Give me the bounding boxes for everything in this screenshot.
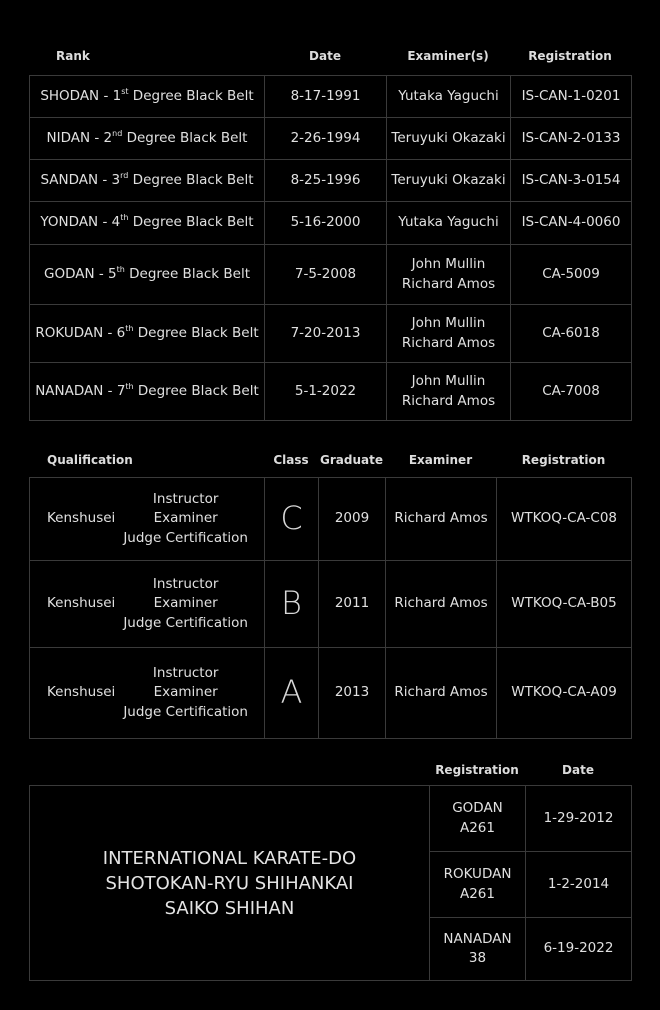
rank-ordinal: st (121, 86, 129, 96)
rank-name: GODAN - 5 (44, 265, 117, 282)
rank-name: YONDAN - 4 (40, 214, 121, 231)
rank-degree: Degree Black Belt (128, 171, 254, 188)
rank-cell (30, 305, 265, 363)
class-letter: B (265, 561, 319, 648)
shihankai-number: A261 (459, 885, 495, 902)
graduate-year: 2011 (319, 561, 386, 648)
rank-name: SANDAN - 3 (40, 171, 121, 188)
examiner-name: Yutaka Yaguchi (398, 214, 499, 231)
rank-examiners (387, 202, 511, 245)
rank-name: NIDAN - 2 (46, 129, 113, 146)
rank-row (30, 76, 632, 118)
qualification-roles (123, 575, 248, 634)
shihankai-date: 1-29-2012 (526, 786, 632, 852)
organization-line: SAIKO SHIHAN (164, 897, 295, 919)
qualification-name: Kenshusei (47, 684, 116, 701)
rank-date: 7-20-2013 (265, 305, 387, 363)
shihankai-date: 6-19-2022 (526, 918, 632, 981)
qualification-role: Examiner (153, 595, 218, 612)
examiner-name: Teruyuki Okazaki (391, 171, 506, 188)
shihankai-row (30, 786, 632, 852)
rank-row (30, 202, 632, 245)
qualification-examiner: Richard Amos (386, 648, 497, 739)
qualification-role: Examiner (153, 684, 218, 701)
rank-ordinal: nd (112, 128, 123, 138)
qualification-header: Qualification (47, 453, 133, 467)
rank-degree: Degree Black Belt (133, 324, 259, 341)
rank-header: Rank (56, 49, 90, 63)
rank-cell (30, 363, 265, 421)
rank-row (30, 118, 632, 160)
examiner-name: Teruyuki Okazaki (391, 129, 506, 146)
rank-examiners (387, 245, 511, 305)
rank-row (30, 160, 632, 202)
examiner-name: Yutaka Yaguchi (398, 87, 499, 104)
rank-date: 5-1-2022 (265, 363, 387, 421)
examiner-name: John Mullin (411, 256, 486, 272)
graduate-header: Graduate (320, 453, 383, 467)
rank-degree: Degree Black Belt (122, 129, 248, 146)
rank-registration: CA-7008 (511, 363, 632, 421)
rank-row (30, 363, 632, 421)
qualification-examiner: Richard Amos (386, 478, 497, 561)
qualification-examiner: Richard Amos (386, 561, 497, 648)
qualification-name: Kenshusei (47, 595, 116, 612)
rank-registration: IS-CAN-3-0154 (511, 160, 632, 202)
qualification-row (30, 648, 632, 739)
rank-cell (30, 245, 265, 305)
shihankai-table (29, 785, 632, 981)
rank-registration: CA-5009 (511, 245, 632, 305)
qualification-roles (123, 490, 248, 549)
rank-row (30, 305, 632, 363)
qualification-role: Judge Certification (123, 703, 248, 720)
shihankai-date-header: Date (562, 763, 594, 777)
qualification-role: Instructor (152, 490, 219, 507)
rank-date: 5-16-2000 (265, 202, 387, 245)
shihankai-rank: NANADAN (443, 930, 512, 947)
qualification-row (30, 561, 632, 648)
class-letter: A (265, 648, 319, 739)
organization-line: INTERNATIONAL KARATE-DO (102, 847, 357, 869)
rank-registration: IS-CAN-2-0133 (511, 118, 632, 160)
qualification-row (30, 478, 632, 561)
rank-cell (30, 160, 265, 202)
examiner-name: Richard Amos (401, 334, 496, 351)
rank-cell (30, 118, 265, 160)
qualification-role: Judge Certification (123, 614, 248, 631)
qualification-cell (30, 561, 265, 648)
rank-name: NANADAN - 7 (35, 382, 126, 399)
qualification-registration: WTKOQ-CA-B05 (497, 561, 632, 648)
rank-name: ROKUDAN - 6 (35, 324, 126, 341)
qualification-table (29, 477, 632, 739)
examiner-name: Richard Amos (401, 275, 496, 292)
class-letter: C (265, 478, 319, 561)
examiner-header: Examiner (408, 453, 473, 467)
shihankai-rank: ROKUDAN (443, 866, 512, 882)
rank-degree: Degree Black Belt (128, 87, 254, 104)
rank-date: 2-26-1994 (265, 118, 387, 160)
qualification-cell (30, 648, 265, 739)
examiner-name: John Mullin (411, 373, 486, 389)
organization-title (30, 786, 430, 981)
rank-table (29, 75, 632, 421)
graduate-year: 2009 (319, 478, 386, 561)
rank-degree: Degree Black Belt (133, 382, 259, 399)
date-header: Date (309, 49, 341, 63)
rank-date: 8-17-1991 (265, 76, 387, 118)
qualification-registration: WTKOQ-CA-A09 (497, 648, 632, 739)
qualification-role: Instructor (152, 575, 219, 592)
rank-ordinal: th (120, 213, 129, 223)
qual-registration-header: Registration (521, 453, 606, 467)
rank-date: 7-5-2008 (265, 245, 387, 305)
qualification-role: Examiner (153, 510, 218, 527)
shihankai-number: 38 (468, 950, 487, 966)
registration-header: Registration (528, 49, 612, 63)
examiner-name: John Mullin (411, 315, 486, 331)
rank-cell (30, 202, 265, 245)
qualification-cell (30, 478, 265, 561)
rank-ordinal: th (125, 323, 134, 333)
qualification-name: Kenshusei (47, 510, 116, 527)
shihankai-registration-header: Registration (435, 763, 519, 777)
rank-registration: IS-CAN-1-0201 (511, 76, 632, 118)
rank-registration: CA-6018 (511, 305, 632, 363)
rank-cell (30, 76, 265, 118)
shihankai-registration (430, 786, 526, 852)
qualification-roles (123, 664, 248, 723)
qualification-role: Instructor (152, 664, 219, 681)
rank-ordinal: th (116, 264, 125, 274)
examiners-header: Examiner(s) (407, 49, 489, 63)
shihankai-number: A261 (459, 819, 495, 836)
qualification-registration: WTKOQ-CA-C08 (497, 478, 632, 561)
shihankai-registration (430, 852, 526, 918)
rank-date: 8-25-1996 (265, 160, 387, 202)
rank-examiners (387, 305, 511, 363)
rank-row (30, 245, 632, 305)
shihankai-rank: GODAN (452, 800, 503, 816)
examiner-name: Richard Amos (401, 392, 496, 409)
shihankai-registration (430, 918, 526, 981)
rank-examiners (387, 363, 511, 421)
rank-ordinal: th (125, 381, 134, 391)
rank-ordinal: rd (120, 170, 129, 180)
rank-degree: Degree Black Belt (128, 214, 254, 231)
rank-registration: IS-CAN-4-0060 (511, 202, 632, 245)
rank-degree: Degree Black Belt (124, 265, 250, 282)
shihankai-date: 1-2-2014 (526, 852, 632, 918)
rank-examiners (387, 76, 511, 118)
graduate-year: 2013 (319, 648, 386, 739)
rank-examiners (387, 160, 511, 202)
class-header: Class (273, 453, 309, 467)
qualification-role: Judge Certification (123, 529, 248, 546)
organization-line: SHOTOKAN-RYU SHIHANKAI (105, 872, 354, 894)
rank-examiners (387, 118, 511, 160)
rank-name: SHODAN - 1 (40, 87, 122, 104)
